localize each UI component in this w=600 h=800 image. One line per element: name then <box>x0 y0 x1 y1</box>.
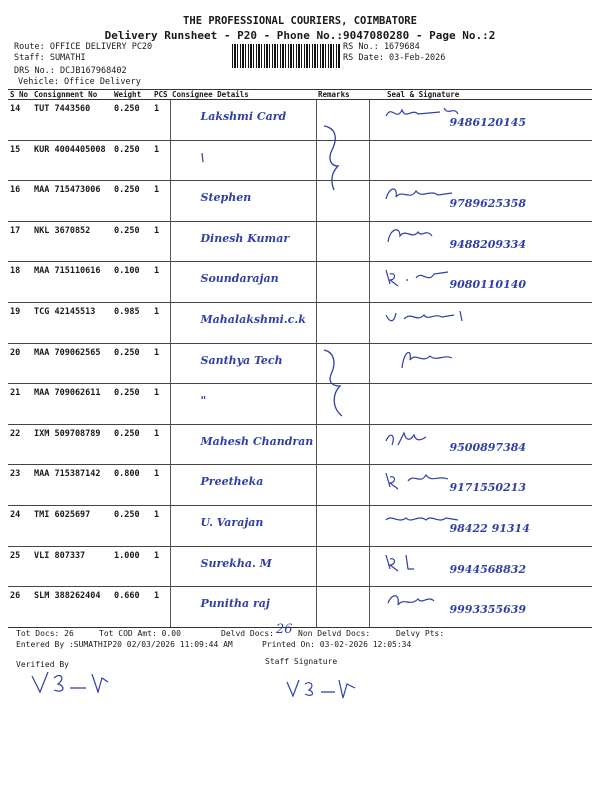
barcode-image <box>232 44 340 68</box>
col-consignment: Consignment No <box>32 90 112 100</box>
consignee-name: Mahalakshmi.c.k <box>200 312 306 326</box>
pieces-count: 1 <box>152 384 170 425</box>
seal-signature-cell <box>369 546 592 587</box>
runsheet-subtitle: Delivery Runsheet - P20 - Phone No.:9047080280 - Page No.:2 <box>104 29 496 42</box>
delivered-docs-label: Delvd Docs: <box>221 629 274 638</box>
weight-value: 1.000 <box>112 546 152 587</box>
recipient-phone: 9488209334 <box>449 237 527 251</box>
consignee-cell <box>170 140 316 181</box>
serial-number: 19 <box>8 302 32 343</box>
printed-on: Printed On: 03-02-2026 12:05:34 <box>262 640 412 649</box>
rs-date: RS Date: 03-Feb-2026 <box>343 53 446 63</box>
table-row <box>8 181 592 222</box>
seal-signature-cell <box>369 302 592 343</box>
weight-value: 0.250 <box>112 181 152 222</box>
consignee-cell <box>170 546 316 587</box>
delivery-points: Delvy Pts: <box>396 629 445 638</box>
col-pcs: PCS <box>152 90 170 100</box>
serial-number: 18 <box>8 262 32 303</box>
table-row <box>8 505 592 546</box>
total-cod-amount: Tot COD Amt: 0.00 <box>99 629 181 638</box>
serial-number: 14 <box>8 100 32 141</box>
col-sno: S No <box>8 90 32 100</box>
serial-number: 22 <box>8 424 32 465</box>
verified-by-label: Verified By <box>16 660 69 669</box>
consignment-number: MAA 709062565 <box>32 343 112 384</box>
weight-value: 0.985 <box>112 302 152 343</box>
seal-signature-cell <box>369 505 592 546</box>
weight-value: 0.250 <box>112 221 152 262</box>
staff-label: Staff: SUMATHI <box>14 53 86 63</box>
weight-value: 0.250 <box>112 384 152 425</box>
consignee-cell <box>170 181 316 222</box>
table-row <box>8 140 592 181</box>
recipient-phone: 98422 91314 <box>449 521 530 535</box>
consignee-cell <box>170 384 316 425</box>
seal-signature-cell <box>369 424 592 465</box>
table-row <box>8 100 592 141</box>
seal-signature-cell <box>369 343 592 384</box>
consignment-number: NKL 3670852 <box>32 221 112 262</box>
table-row <box>8 262 592 303</box>
consignee-name: \ <box>200 150 205 164</box>
recipient-signature <box>382 346 472 372</box>
consignment-number: KUR 4004405008 <box>32 140 112 181</box>
consignee-name: Lakshmi Card <box>200 110 287 123</box>
consignee-name: Surekha. M <box>200 556 272 570</box>
pieces-count: 1 <box>152 140 170 181</box>
weight-value: 0.250 <box>112 140 152 181</box>
seal-signature-cell <box>369 140 592 181</box>
consignment-number: TUT 7443560 <box>32 100 112 141</box>
table-row <box>8 424 592 465</box>
serial-number: 26 <box>8 587 32 628</box>
recipient-phone: 9944568832 <box>449 562 527 576</box>
table-header-row <box>8 90 592 100</box>
company-title: THE PROFESSIONAL COURIERS, COIMBATORE <box>183 15 417 27</box>
route-label: Route: OFFICE DELIVERY PC20 <box>14 42 153 52</box>
consignment-number: TMI 6025697 <box>32 505 112 546</box>
table-row <box>8 465 592 506</box>
table-row <box>8 587 592 628</box>
delivered-docs-value: 26 <box>276 622 293 637</box>
serial-number: 20 <box>8 343 32 384</box>
seal-signature-cell <box>369 221 592 262</box>
seal-signature-cell <box>369 384 592 425</box>
recipient-phone: 9486120145 <box>449 116 527 129</box>
consignee-cell <box>170 221 316 262</box>
drs-label: DRS No.: DCJB167968402 <box>14 66 127 76</box>
consignee-cell <box>170 262 316 303</box>
col-weight: Weight <box>112 90 152 100</box>
seal-signature-cell <box>369 100 592 141</box>
consignee-cell <box>170 424 316 465</box>
serial-number: 24 <box>8 505 32 546</box>
seal-signature-cell <box>369 181 592 222</box>
weight-value: 0.250 <box>112 424 152 465</box>
serial-number: 17 <box>8 221 32 262</box>
runsheet-table <box>8 89 592 628</box>
consignee-name: " <box>200 394 207 408</box>
consignment-number: SLM 388262404 <box>32 587 112 628</box>
table-row <box>8 343 592 384</box>
remarks-cell <box>316 546 369 587</box>
consignee-name: Soundarajan <box>200 272 279 286</box>
total-docs: Tot Docs: 26 <box>16 629 74 638</box>
consignee-cell <box>170 587 316 628</box>
remarks-cell <box>316 465 369 506</box>
pieces-count: 1 <box>152 587 170 628</box>
rs-number: RS No.: 1679684 <box>343 42 420 52</box>
consignee-name: Stephen <box>200 191 252 205</box>
consignment-number: VLI 807337 <box>32 546 112 587</box>
consignee-name: Preetheka <box>200 475 264 489</box>
weight-value: 0.250 <box>112 505 152 546</box>
table-row <box>8 302 592 343</box>
non-delivered-docs: Non Delvd Docs: <box>298 629 371 638</box>
pieces-count: 1 <box>152 181 170 222</box>
serial-number: 16 <box>8 181 32 222</box>
seal-signature-cell <box>369 262 592 303</box>
consignment-number: TCG 42145513 <box>32 302 112 343</box>
remarks-brace-marks <box>318 110 368 430</box>
col-consignee: Consignee Details <box>170 90 316 100</box>
pieces-count: 1 <box>152 302 170 343</box>
verified-by-signature <box>30 668 120 698</box>
serial-number: 25 <box>8 546 32 587</box>
weight-value: 0.660 <box>112 587 152 628</box>
consignee-cell <box>170 343 316 384</box>
recipient-phone: 9080110140 <box>449 278 527 292</box>
pieces-count: 1 <box>152 546 170 587</box>
pieces-count: 1 <box>152 262 170 303</box>
consignment-number: MAA 715473006 <box>32 181 112 222</box>
consignee-name: U. Varajan <box>200 515 264 529</box>
consignee-cell <box>170 465 316 506</box>
consignment-number: IXM 509708789 <box>32 424 112 465</box>
serial-number: 15 <box>8 140 32 181</box>
table-row <box>8 546 592 587</box>
staff-signature <box>285 676 365 700</box>
pieces-count: 1 <box>152 424 170 465</box>
staff-signature-label: Staff Signature <box>265 657 338 666</box>
seal-signature-cell <box>369 465 592 506</box>
consignee-cell <box>170 505 316 546</box>
consignee-cell <box>170 302 316 343</box>
consignee-name: Santhya Tech <box>200 353 283 367</box>
table-row <box>8 384 592 425</box>
remarks-cell <box>316 505 369 546</box>
weight-value: 0.250 <box>112 100 152 141</box>
table-row <box>8 221 592 262</box>
pieces-count: 1 <box>152 465 170 506</box>
pieces-count: 1 <box>152 221 170 262</box>
recipient-signature <box>382 305 472 331</box>
recipient-phone: 9500897384 <box>449 440 527 454</box>
seal-signature-cell <box>369 587 592 628</box>
col-remarks: Remarks <box>316 90 369 100</box>
consignment-number: MAA 715387142 <box>32 465 112 506</box>
weight-value: 0.250 <box>112 343 152 384</box>
consignee-name: Dinesh Kumar <box>200 231 290 245</box>
recipient-phone: 9993355639 <box>449 603 527 617</box>
serial-number: 21 <box>8 384 32 425</box>
consignment-number: MAA 715110616 <box>32 262 112 303</box>
weight-value: 0.100 <box>112 262 152 303</box>
consignee-cell <box>170 100 316 141</box>
recipient-phone: 9171550213 <box>449 481 527 495</box>
pieces-count: 1 <box>152 100 170 141</box>
col-seal-signature: Seal & Signature <box>369 90 592 100</box>
pieces-count: 1 <box>152 505 170 546</box>
weight-value: 0.800 <box>112 465 152 506</box>
consignment-number: MAA 709062611 <box>32 384 112 425</box>
pieces-count: 1 <box>152 343 170 384</box>
vehicle-label: Vehicle: Office Delivery <box>18 77 141 87</box>
consignee-name: Punitha raj <box>200 597 270 611</box>
entered-by: Entered By :SUMATHIP20 02/03/2026 11:09:44 AM <box>16 640 233 649</box>
remarks-cell <box>316 587 369 628</box>
remarks-cell <box>316 424 369 465</box>
consignee-name: Mahesh Chandran <box>200 434 314 448</box>
serial-number: 23 <box>8 465 32 506</box>
recipient-phone: 9789625358 <box>449 197 527 211</box>
